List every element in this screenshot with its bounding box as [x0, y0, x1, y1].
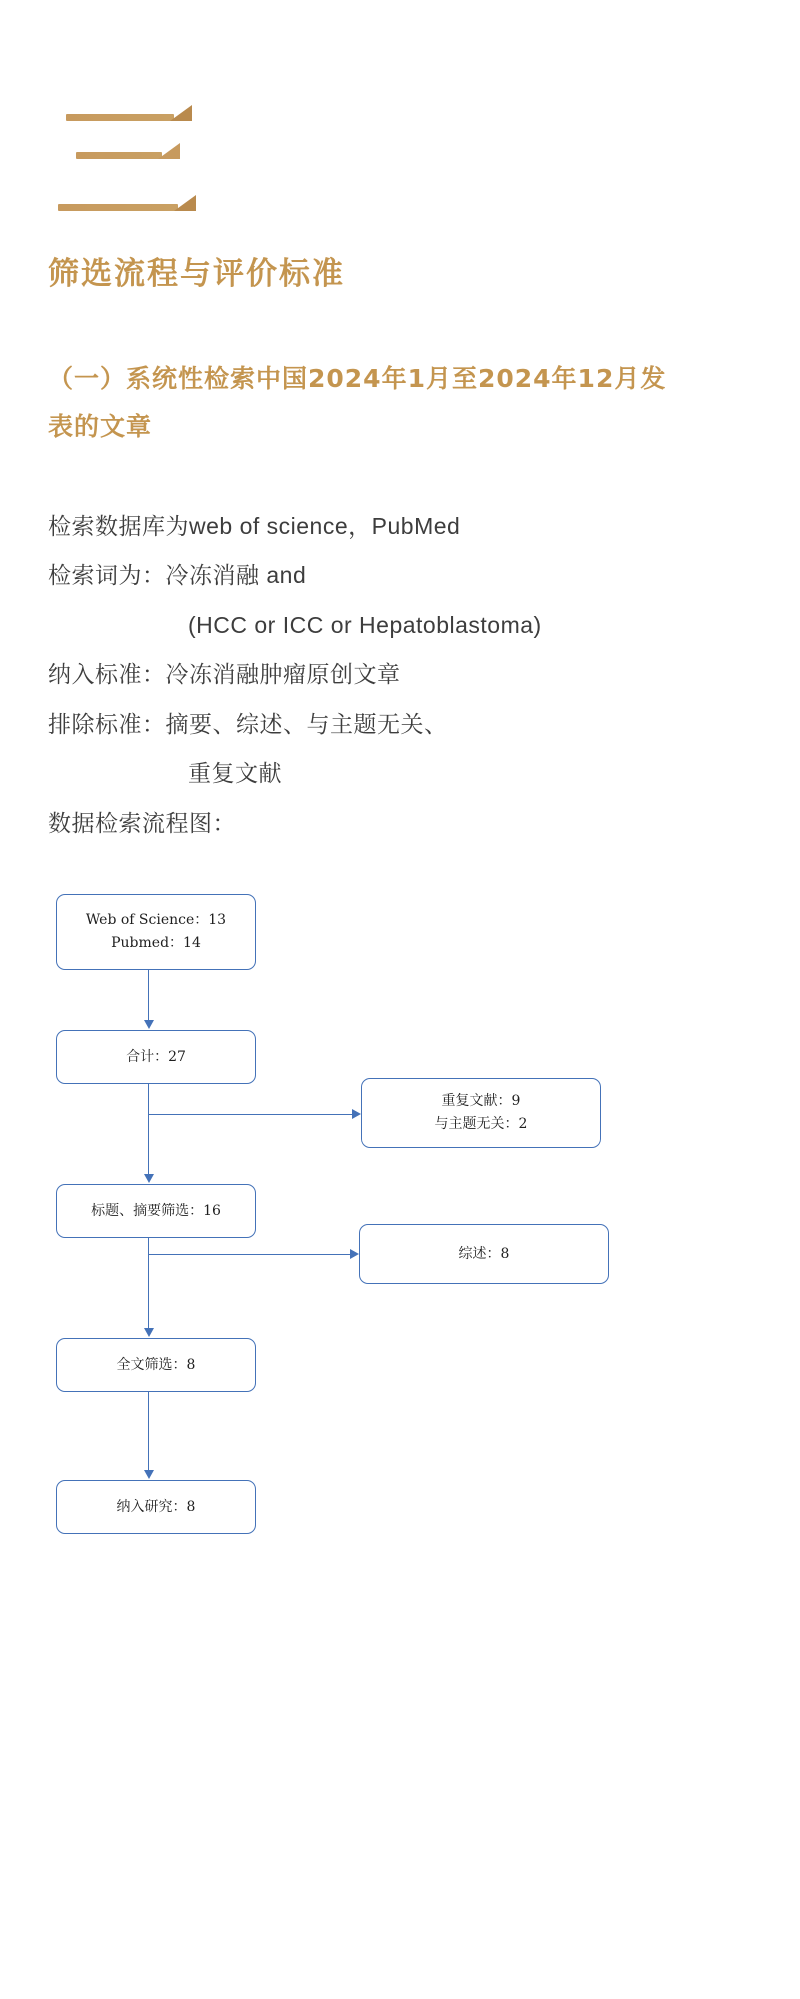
flow-connector-sources-total [148, 970, 149, 1022]
body-line: (HCC or ICC or Hepatoblastoma) [188, 611, 542, 638]
flow-node-excluded-reviews [359, 1224, 609, 1284]
body-line: 检索数据库为web of science，PubMed [48, 513, 461, 539]
flow-node-excluded-duplicates [361, 1078, 601, 1148]
flow-connector-total-screen [148, 1084, 149, 1176]
section-subtitle: （一）系统性检索中国2024年1月至2024年12月发表的文章 [48, 364, 667, 441]
flow-node-line: 与主题无关：2 [434, 1116, 528, 1133]
flow-arrow-right-icon [352, 1109, 361, 1119]
flow-arrow-down-icon [144, 1328, 154, 1337]
ornament-stroke-3 [58, 204, 178, 211]
ornament-stroke-1 [66, 114, 174, 121]
ornament-stroke-2 [76, 152, 162, 159]
body-text [48, 502, 752, 848]
flow-connector-to-excluded2 [148, 1254, 352, 1255]
flow-arrow-right-icon [350, 1249, 359, 1259]
flow-arrow-down-icon [144, 1020, 154, 1029]
body-line: 排除标准：摘要、综述、与主题无关、 [48, 710, 448, 737]
flow-node-line: 纳入研究：8 [116, 1498, 196, 1515]
flow-node-line: Pubmed：14 [111, 935, 201, 952]
flow-node-line: 标题、摘要筛选：16 [91, 1202, 221, 1219]
flow-connector-screen-fulltext [148, 1238, 149, 1330]
flow-arrow-down-icon [144, 1174, 154, 1183]
ornament-arrow-3-icon [174, 195, 196, 211]
flow-connector-fulltext-included [148, 1392, 149, 1472]
flow-node-total [56, 1030, 256, 1084]
document-page [0, 100, 800, 1999]
flow-node-included [56, 1480, 256, 1534]
three-strokes-ornament-icon [58, 100, 248, 220]
body-line: 纳入标准：冷冻消融肿瘤原创文章 [48, 661, 401, 688]
flow-node-line: 合计：27 [126, 1048, 186, 1065]
screening-flowchart [48, 894, 748, 1514]
flow-node-fulltext-screen [56, 1338, 256, 1392]
flow-node-line: 重复文献：9 [441, 1092, 521, 1109]
ornament-arrow-2-icon [158, 143, 180, 159]
body-line: 数据检索流程图： [48, 809, 236, 836]
flow-node-title-abstract-screen [56, 1184, 256, 1238]
body-line: 检索词为：冷冻消融 and [48, 562, 307, 589]
flow-node-line: Web of Science：13 [85, 911, 227, 928]
page-title: 筛选流程与评价标准 [48, 256, 345, 292]
flow-arrow-down-icon [144, 1470, 154, 1479]
flow-node-sources [56, 894, 256, 970]
flow-connector-to-excluded1 [148, 1114, 354, 1115]
flow-node-line: 综述：8 [458, 1245, 510, 1262]
ornament-arrow-1-icon [170, 105, 192, 121]
body-line: 重复文献 [188, 760, 282, 787]
flow-node-line: 全文筛选：8 [116, 1356, 196, 1373]
